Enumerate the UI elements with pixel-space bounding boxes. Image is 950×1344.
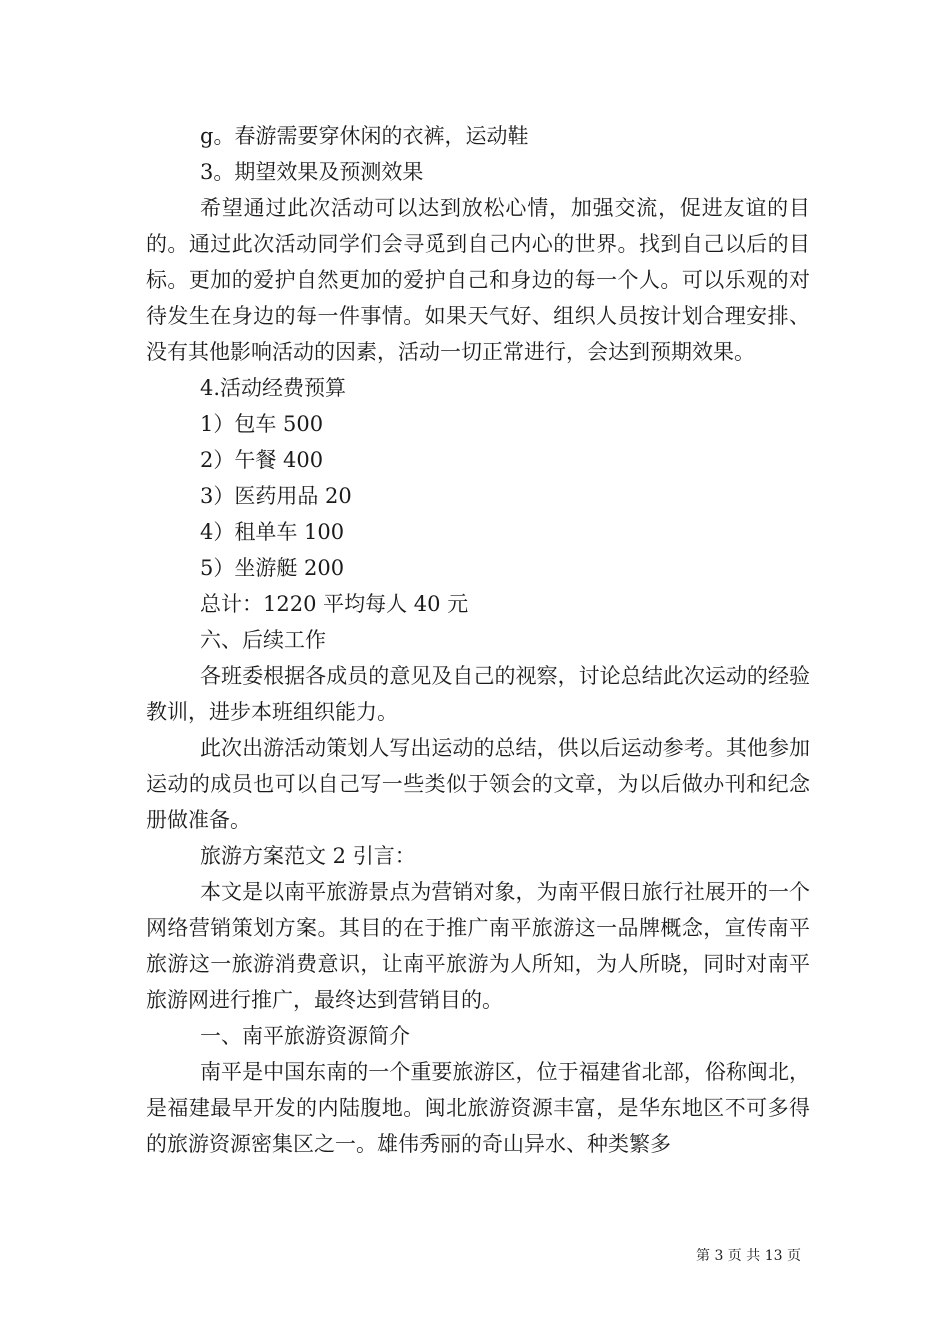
budget-item: 2）午餐 400 bbox=[200, 448, 324, 472]
text-line-dress-code: g。春游需要穿休闲的衣裤，运动鞋 bbox=[200, 124, 529, 148]
budget-item: 1）包车 500 bbox=[200, 412, 324, 436]
document-body bbox=[146, 118, 810, 1162]
section-heading-sample-2: 旅游方案范文 2 引言： bbox=[200, 844, 416, 868]
budget-total: 总计：1220 平均每人 40 元 bbox=[200, 592, 469, 616]
paragraph-expected-effect: 希望通过此次活动可以达到放松心情，加强交流，促进友谊的目的。通过此次活动同学们会寻觅到自己内心的世界。找到自己以后的目标。更加的爱护自然更加的爱护自己和身边的每一个人。可以乐观的对待发生在身边的每一件事情。如果天气好、组织人员按计划合理安排、没有其他影响活动的因素，活动一切正常进行，会达到预期效果。 bbox=[146, 196, 810, 364]
section-heading-budget: 4.活动经费预算 bbox=[200, 376, 347, 400]
page-number: 第 3 页 共 13 页 bbox=[696, 1248, 801, 1264]
section-heading-follow-up: 六、后续工作 bbox=[200, 628, 326, 652]
paragraph-resources: 南平是中国东南的一个重要旅游区，位于福建省北部，俗称闽北，是福建最早开发的内陆腹地。闽北旅游资源丰富，是华东地区不可多得的旅游资源密集区之一。雄伟秀丽的奇山异水、种类繁多 bbox=[146, 1060, 810, 1156]
budget-item: 3）医药用品 20 bbox=[200, 484, 352, 508]
paragraph-introduction: 本文是以南平旅游景点为营销对象，为南平假日旅行社展开的一个网络营销策划方案。其目的在于推广南平旅游这一品牌概念，宣传南平旅游这一旅游消费意识，让南平旅游为人所知，为人所晓，同时对南平旅游网进行推广，最终达到营销目的。 bbox=[146, 880, 810, 1012]
budget-item: 4）租单车 100 bbox=[200, 520, 345, 544]
section-heading-expected-effect: 3。期望效果及预测效果 bbox=[200, 160, 424, 184]
budget-item: 5）坐游艇 200 bbox=[200, 556, 345, 580]
paragraph-follow-up-2: 此次出游活动策划人写出运动的总结，供以后运动参考。其他参加运动的成员也可以自己写一些类似于领会的文章，为以后做办刊和纪念册做准备。 bbox=[146, 736, 810, 832]
paragraph-follow-up-1: 各班委根据各成员的意见及自己的视察，讨论总结此次运动的经验教训，进步本班组织能力。 bbox=[146, 664, 810, 724]
section-heading-resources: 一、南平旅游资源简介 bbox=[200, 1024, 410, 1048]
